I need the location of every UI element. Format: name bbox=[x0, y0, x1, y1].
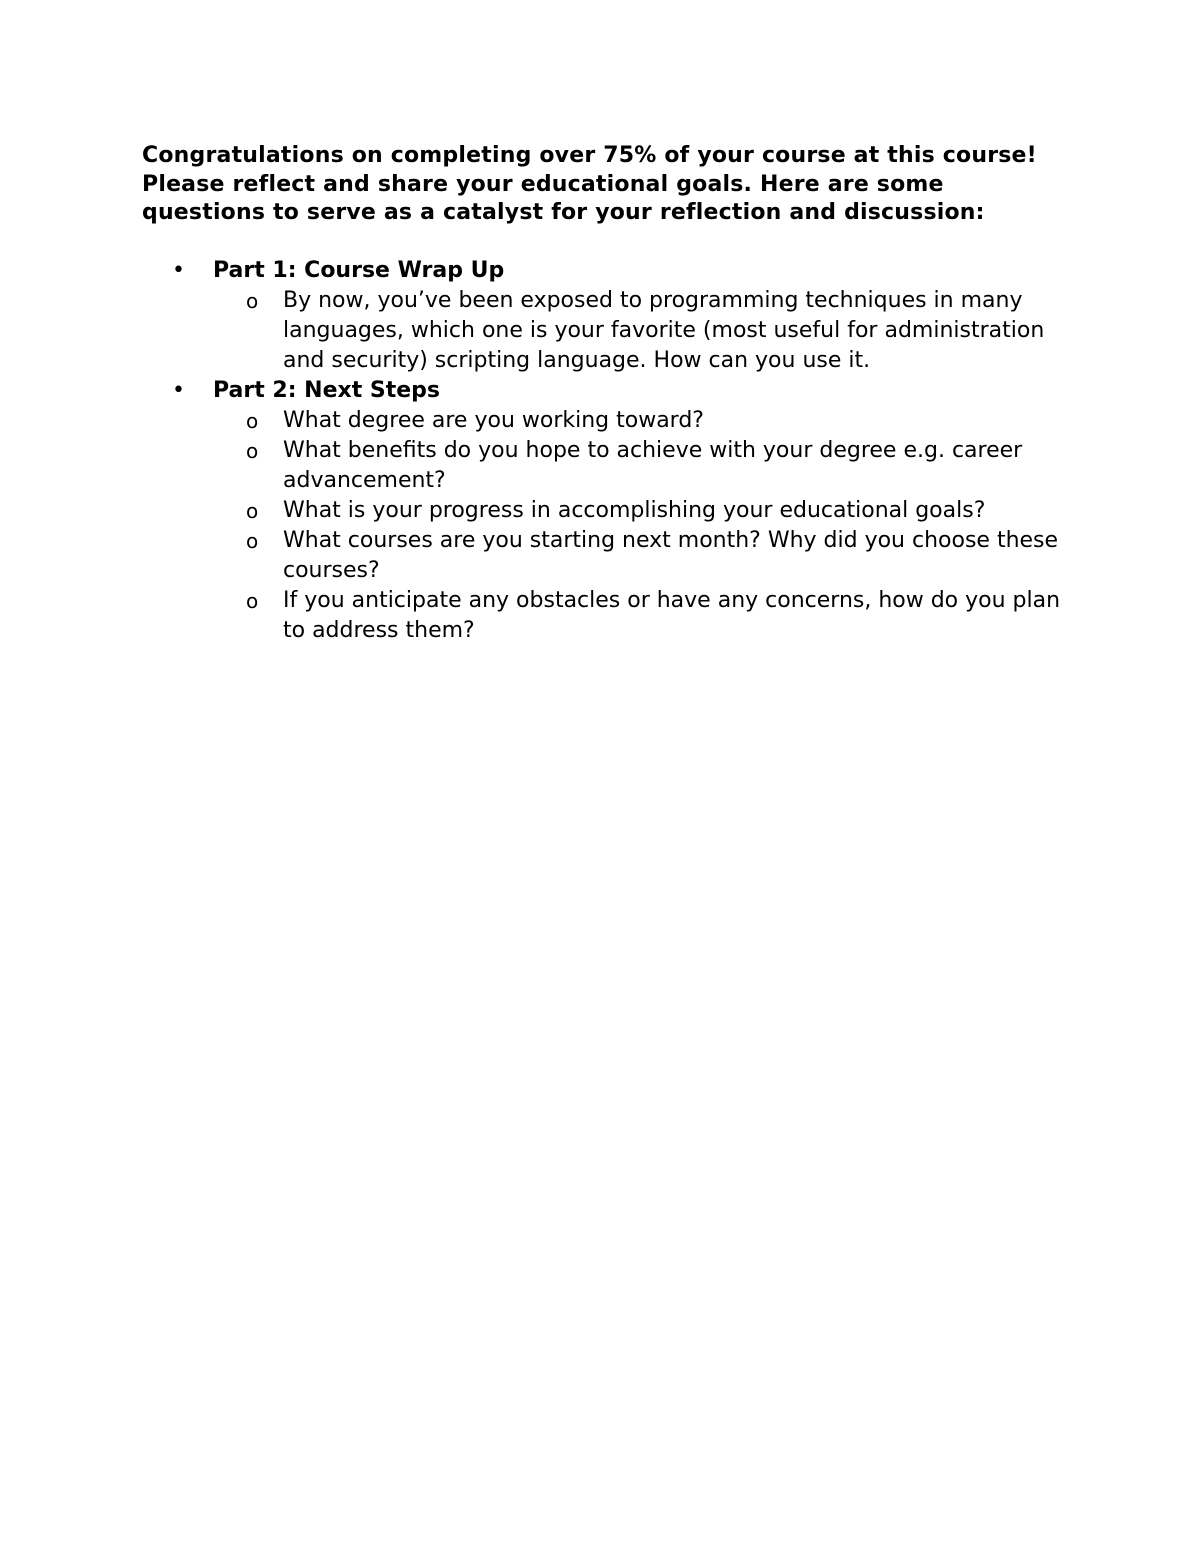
question-text: What courses are you starting next month? Why did you choose these courses? bbox=[283, 527, 1059, 583]
part-title: Part 1: Course Wrap Up bbox=[213, 257, 505, 283]
question-item bbox=[213, 406, 1062, 436]
question-text: If you anticipate any obstacles or have any concerns, how do you plan to address them? bbox=[283, 587, 1061, 643]
part-item bbox=[142, 376, 1062, 646]
question-text: By now, you’ve been exposed to programming techniques in many languages, which one is your favorite (most useful for administration and security) scripting language. How can you use it. bbox=[283, 287, 1045, 373]
parts-list bbox=[142, 256, 1062, 646]
question-text: What degree are you working toward? bbox=[283, 407, 704, 433]
circle-bullet-icon: o bbox=[246, 588, 259, 613]
circle-bullet-icon: o bbox=[246, 408, 259, 433]
circle-bullet-icon: o bbox=[246, 498, 259, 523]
question-item bbox=[213, 586, 1062, 646]
question-list bbox=[213, 286, 1062, 376]
bullet-icon: • bbox=[172, 377, 185, 403]
question-text: What benefits do you hope to achieve with your degree e.g. career advancement? bbox=[283, 437, 1023, 493]
question-item bbox=[213, 286, 1062, 376]
circle-bullet-icon: o bbox=[246, 528, 259, 553]
circle-bullet-icon: o bbox=[246, 288, 259, 313]
bullet-icon: • bbox=[172, 257, 185, 283]
document-body bbox=[142, 142, 1062, 646]
question-item bbox=[213, 526, 1062, 586]
part-title: Part 2: Next Steps bbox=[213, 377, 440, 403]
question-text: What is your progress in accomplishing your educational goals? bbox=[283, 497, 986, 523]
circle-bullet-icon: o bbox=[246, 438, 259, 463]
question-list bbox=[213, 406, 1062, 646]
intro-paragraph: Congratulations on completing over 75% of your course at this course! Please reflect and share your educational goals. Here are some questions to serve as a catalyst for your reflection and discussion: bbox=[142, 143, 1037, 225]
question-item bbox=[213, 436, 1062, 496]
question-item bbox=[213, 496, 1062, 526]
part-item bbox=[142, 256, 1062, 376]
